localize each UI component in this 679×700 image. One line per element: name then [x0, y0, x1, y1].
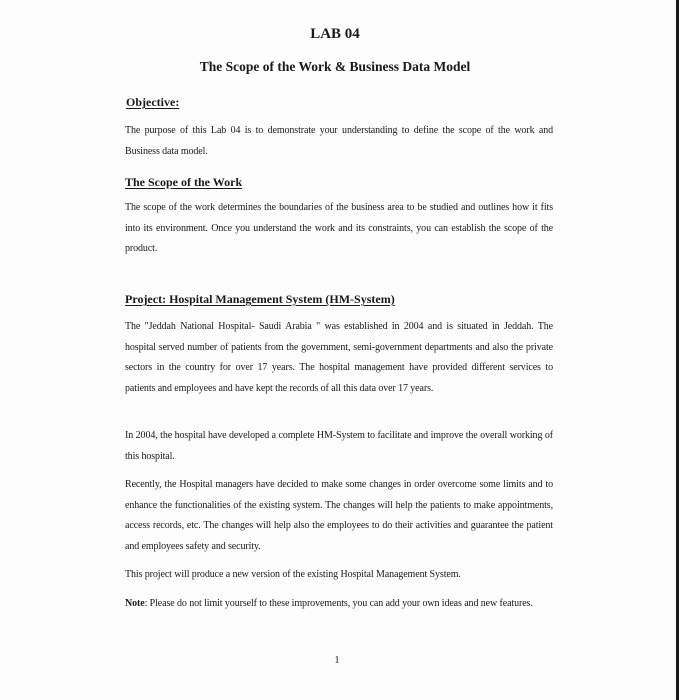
project-paragraph-4: This project will produce a new version of the existing Hospital Management System. — [125, 569, 461, 580]
note-label: Note — [125, 598, 145, 609]
document-subtitle: The Scope of the Work & Business Data Model — [199, 59, 471, 74]
note-paragraph — [125, 594, 553, 615]
document-title: LAB 04 — [310, 26, 360, 42]
project-paragraph-3: Recently, the Hospital managers have decided to make some changes in order overcome some limits and to enhance the functionalities of the existing system. The changes will help the patients to make appointments, access records, etc. The changes will help also the employees to do their activities and guarantee the patient and employees safety and security. — [125, 479, 553, 552]
project-paragraph-1: The "Jeddah National Hospital- Saudi Arabia " was established in 2004 and is situated in Jeddah. The hospital served number of patients from the government, semi-government departments and also the private sectors in the country for over 17 years. The hospital management have provided different services to patients and employees and have kept the records of all this data over 17 years. — [125, 321, 553, 394]
objective-text: The purpose of this Lab 04 is to demonstrate your understanding to define the scope of the work and Business data model. — [125, 125, 553, 157]
objective-heading: Objective: — [126, 95, 180, 109]
project-paragraph-2: In 2004, the hospital have developed a complete HM-System to facilitate and improve the overall working of this hospital. — [125, 430, 553, 462]
scope-text: The scope of the work determines the boundaries of the business area to be studied and outlines how it fits into its environment. Once you understand the work and its constraints, you can establish the scope of the product. — [125, 202, 553, 254]
note-text: : Please do not limit yourself to these improvements, you can add your own ideas and new features. — [144, 598, 533, 609]
page-number: 1 — [334, 655, 340, 666]
project-heading: Project: Hospital Management System (HM-System) — [125, 292, 395, 306]
scope-heading: The Scope of the Work — [125, 175, 243, 189]
